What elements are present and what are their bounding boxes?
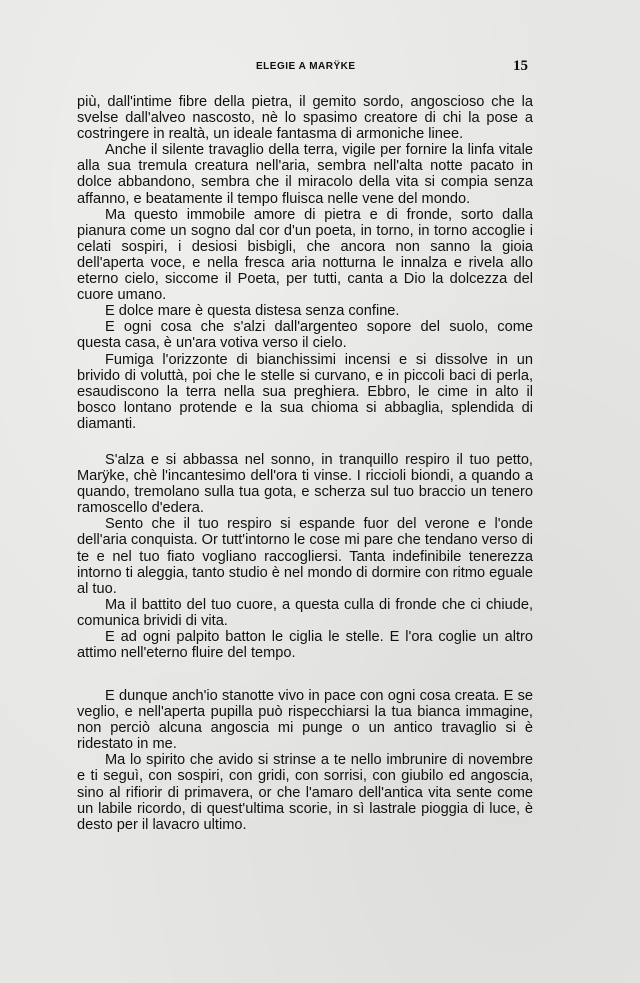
page-number: 15 [513, 58, 528, 74]
paragraph: Ma questo immobile amore di pietra e di fronde, sorto dalla pianura come un sogno dal cor d'un poeta, in torno, in torno accoglie i celati sospiri, i desiosi bisbigli, che ancora non sanno la gioia dell'aperta voce, e nella fresca aria notturna le innalza e rivela allo eterno cielo, siccome il Poeta, per tutti, canta a Dio la dolcezza del cuore umano. [77, 206, 533, 304]
page-header [0, 58, 640, 78]
paragraph: E ad ogni palpito batton le ciglia le stelle. E l'ora coglie un altro attimo nell'eterno fluire del tempo. [77, 629, 533, 662]
paragraph: Ma il battito del tuo cuore, a questa culla di fronde che ci chiude, comunica brividi di vita. [77, 596, 533, 629]
text-section-3 [77, 688, 533, 833]
paragraph: più, dall'intime fibre della pietra, il gemito sordo, angoscioso che la svelse dall'alveo nascosto, nè lo spasimo creatore di chi la pose a costringere in realtà, un ideale fantasma di armoniche linee. [77, 94, 533, 143]
paragraph: Ma lo spirito che avido si strinse a te nello imbrunire di novembre e ti seguì, con sospiri, con gridi, con sorrisi, con giubilo ed angoscia, sino al rifiorir di primavera, or che l'amaro dell'antica vita sente come un labile ricordo, di quest'ultima scorie, in sì lastrale pioggia di luce, è desto per il lavacro ultimo. [77, 752, 533, 833]
paragraph: S'alza e si abbassa nel sonno, in tranquillo respiro il tuo petto, Marÿke, chè l'incantesimo dell'ora ti vinse. I riccioli biondi, a quando a quando, tremolano sulla tua gota, e scherza sul tuo braccio un tenero ramoscello d'edera. [77, 452, 533, 517]
text-section-2 [77, 452, 533, 661]
paragraph: Anche il silente travaglio della terra, vigile per fornire la linfa vitale alla sua tremula creatura nell'aria, sembra nell'alta notte pacato in dolce abbandono, sembra che il miracolo della vita si compia senza affanno, e beatamente il tempo fluisca nelle vene del mondo. [77, 142, 533, 207]
running-title: ELEGIE A MARŸKE [256, 61, 356, 72]
paragraph: E dolce mare è questa distesa senza confine. [105, 303, 400, 320]
paragraph: Fumiga l'orizzonte di bianchissimi incensi e si dissolve in un brivido di voluttà, poi che le stelle si curvano, e in piccoli baci di perla, esaudiscono la terra nella sua preghiera. Ebbro, le cime in alto il bosco lontano protende e la sua chioma si abbaglia, splendida di diamanti. [77, 351, 533, 432]
paragraph: Sento che il tuo respiro si espande fuor del verone e l'onde dell'aria conquista. Or tutt'intorno le cose mi pare che tendano verso di te e nel tuo fiato vogliano raccogliersi. Tanta indefinibile tenerezza intorno ti aleggia, tanto studio è nel mondo di dormire con ritmo eguale al tuo. [77, 516, 533, 597]
paragraph: E ogni cosa che s'alzi dall'argenteo sopore del suolo, come questa casa, è un'ara votiva verso il cielo. [77, 319, 533, 352]
text-section-1 [77, 94, 533, 432]
paragraph: E dunque anch'io stanotte vivo in pace con ogni cosa creata. E se veglio, e nell'aperta pupilla può rispecchiarsi la tua bianca immagine, non perciò alcuna angoscia mi punge o un antico travaglio si è ridestato in me. [77, 688, 533, 753]
